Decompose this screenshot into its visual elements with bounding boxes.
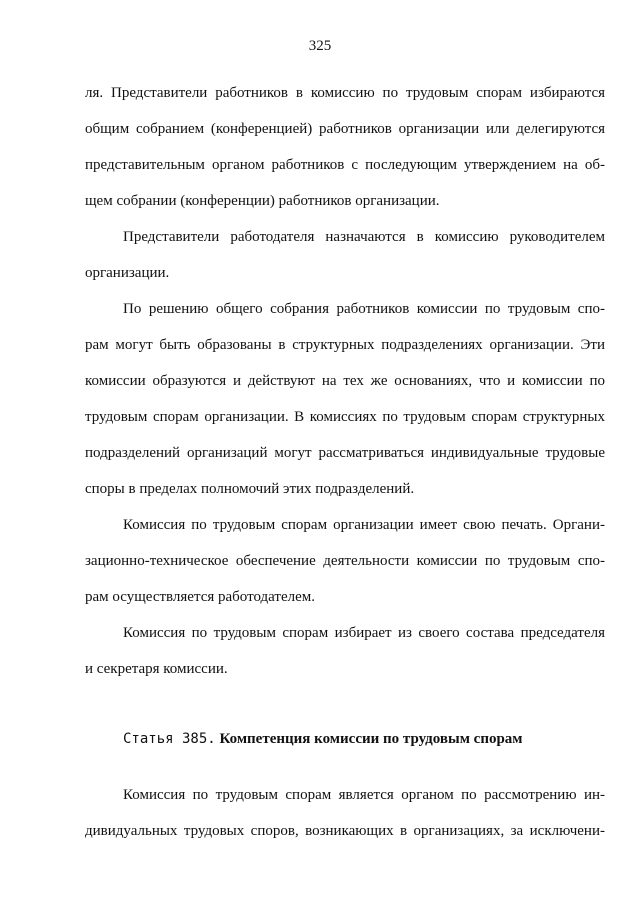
text-line: комиссии образуются и действуют на тех же основаниях, что и комиссии по xyxy=(85,373,605,389)
text-line: Представители работодателя назначаются в комиссию руководителем xyxy=(123,229,605,245)
text-line: и секретаря комиссии. xyxy=(85,661,228,677)
text-line: Комиссия по трудовым спорам организации имеет свою печать. Органи- xyxy=(123,517,605,533)
text-line: зационно-техническое обеспечение деятельности комиссии по трудовым спо- xyxy=(85,553,605,569)
article-heading xyxy=(85,721,605,757)
paragraph-2 xyxy=(85,219,605,291)
text-line: организации. xyxy=(85,265,170,281)
text-line: Комиссия по трудовым спорам является органом по рассмотрению ин- xyxy=(123,787,605,803)
article-number: Статья 385. xyxy=(123,731,216,747)
text-line: споры в пределах полномочий этих подразделений. xyxy=(85,481,415,497)
paragraph-3 xyxy=(85,291,605,507)
paragraph-4 xyxy=(85,507,605,615)
text-line: трудовым спорам организации. В комиссиях по трудовым спорам структурных xyxy=(85,409,605,425)
paragraph-5 xyxy=(85,615,605,687)
page-number: 325 xyxy=(308,38,332,54)
article-title: Компетенция комиссии по трудовым спорам xyxy=(219,731,523,747)
text-line: общим собранием (конференцией) работников организации или делегируются xyxy=(85,121,605,137)
text-line: представительным органом работников с последующим утверждением на об- xyxy=(85,157,605,173)
text-line: ля. Представители работников в комиссию по трудовым спорам избираются xyxy=(85,85,605,101)
paragraph-1 xyxy=(85,75,605,219)
text-line: подразделений организаций могут рассматриваться индивидуальные трудовые xyxy=(85,445,605,461)
document-body xyxy=(85,75,605,849)
text-line: Комиссия по трудовым спорам избирает из своего состава председателя xyxy=(123,625,605,641)
text-line: рам осуществляется работодателем. xyxy=(85,589,316,605)
text-line: рам могут быть образованы в структурных подразделениях организации. Эти xyxy=(85,337,605,353)
text-line: щем собрании (конференции) работников организации. xyxy=(85,193,440,209)
text-line: дивидуальных трудовых споров, возникающих в организациях, за исключени- xyxy=(85,823,605,839)
article-paragraph xyxy=(85,777,605,849)
text-line: По решению общего собрания работников комиссии по трудовым спо- xyxy=(123,301,605,317)
